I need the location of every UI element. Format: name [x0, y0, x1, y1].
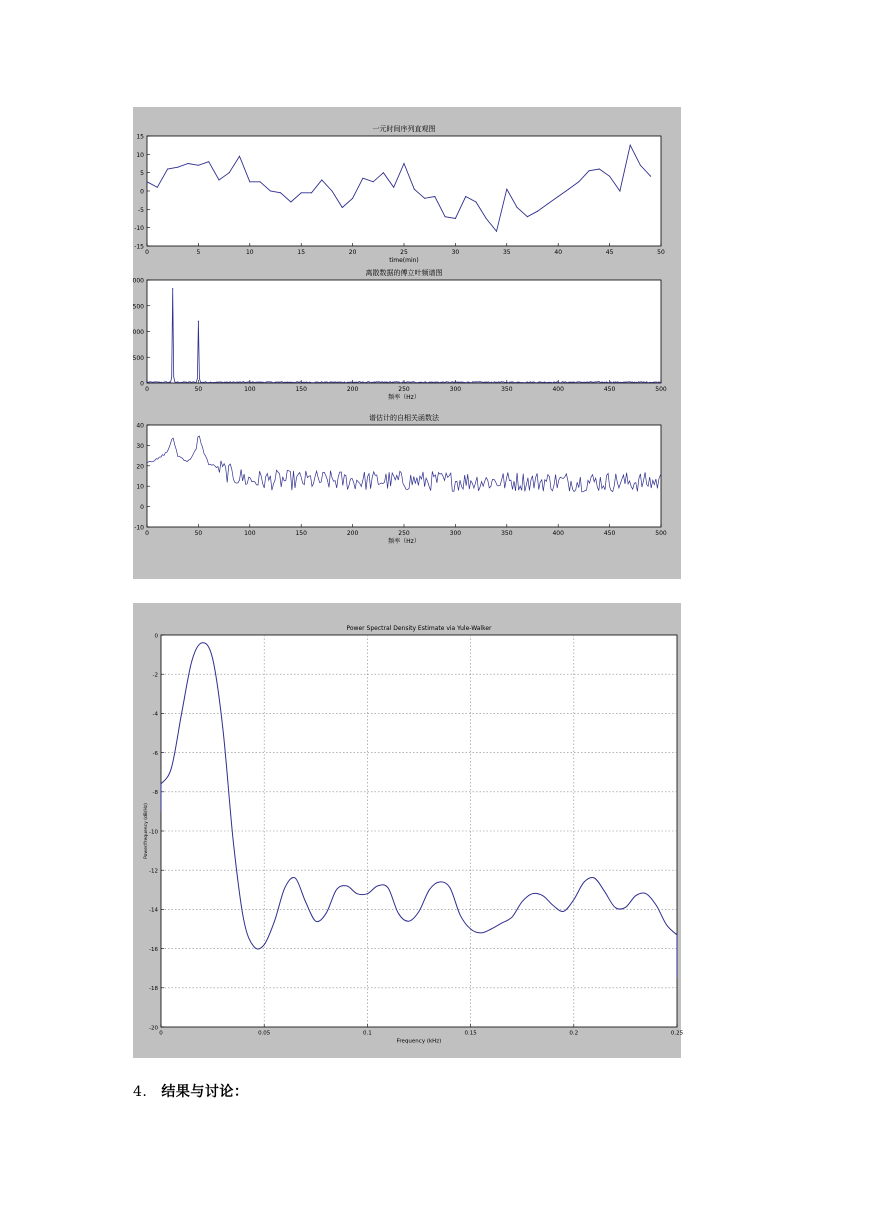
chart-title: 谱估计的自相关函数法: [369, 414, 439, 422]
data-point: [619, 191, 620, 192]
data-point: [609, 176, 610, 177]
y-tick-label: -14: [149, 907, 158, 914]
plot-area: [147, 425, 661, 527]
data-point: [630, 145, 631, 146]
data-point: [434, 196, 435, 197]
data-point: [311, 192, 312, 193]
x-tick-label: 25: [400, 249, 408, 256]
x-tick-label: 40: [554, 249, 563, 256]
x-tick-label: 250: [398, 530, 410, 537]
data-point: [167, 169, 168, 170]
spectrum-peak: [172, 288, 173, 289]
data-point: [260, 181, 261, 182]
y-tick-label: -18: [149, 986, 158, 993]
x-tick-label: 5: [196, 249, 201, 256]
y-tick-label: 500: [132, 354, 144, 362]
data-point: [177, 167, 178, 168]
data-point: [157, 187, 158, 188]
data-point: [229, 172, 230, 173]
data-point: [506, 189, 507, 190]
data-point: [290, 202, 291, 203]
chart-title: Power Spectral Density Estimate via Yule-Walker: [346, 625, 492, 632]
x-tick-label: 50: [194, 530, 203, 537]
y-tick-label: -8: [152, 790, 158, 797]
x-tick-label: 350: [501, 530, 513, 537]
y-tick-label: -10: [149, 829, 158, 836]
x-tick-label: 50: [657, 249, 665, 256]
data-point: [188, 163, 189, 164]
x-tick-label: 500: [655, 530, 667, 537]
x-tick-label: 450: [603, 530, 616, 537]
y-tick-label: -4: [152, 711, 158, 718]
x-tick-label: 0.1: [363, 1030, 372, 1037]
data-point: [301, 192, 302, 193]
y-tick-label: 0: [140, 380, 144, 388]
y-tick-label: -10: [134, 225, 144, 233]
y-tick-label: -6: [152, 750, 158, 757]
data-point: [404, 163, 405, 164]
x-tick-label: 45: [605, 249, 614, 256]
data-point: [547, 203, 548, 204]
x-tick-label: 0.15: [464, 1030, 477, 1037]
data-point: [362, 178, 363, 179]
x-tick-label: 10: [245, 249, 254, 256]
y-axis-label: Power/frequency (dB/Hz): [144, 803, 149, 859]
x-tick-label: 0: [145, 249, 149, 256]
x-tick-label: 0.05: [258, 1030, 271, 1037]
figure-yule-walker-psd: [133, 603, 684, 1058]
x-tick-label: 400: [552, 386, 564, 393]
data-point: [496, 231, 497, 232]
y-tick-label: 0: [154, 633, 158, 640]
data-point: [332, 191, 333, 192]
x-tick-label: 150: [295, 530, 307, 537]
data-point: [147, 181, 148, 182]
plot-area: [147, 280, 661, 383]
y-tick-label: 10: [136, 483, 144, 491]
y-tick-label: 15: [136, 133, 144, 141]
data-point: [342, 207, 343, 208]
data-point: [558, 196, 559, 197]
x-tick-label: 0: [159, 1030, 163, 1037]
x-tick-label: 300: [449, 386, 462, 393]
y-tick-label: -16: [149, 946, 158, 953]
data-point: [239, 156, 240, 157]
data-point: [321, 180, 322, 181]
data-point: [465, 196, 466, 197]
x-axis-label: 频率（Hz）: [388, 394, 420, 401]
x-tick-label: 30: [451, 249, 460, 256]
x-tick-label: 50: [194, 386, 203, 393]
data-point: [424, 198, 425, 199]
section-title: 结果与讨论：: [161, 1084, 249, 1100]
data-point: [414, 189, 415, 190]
data-point: [517, 207, 518, 208]
data-point: [352, 198, 353, 199]
x-tick-label: 0: [145, 530, 149, 537]
data-point: [270, 191, 271, 192]
x-tick-label: 20: [348, 249, 357, 256]
x-tick-label: 450: [603, 386, 616, 393]
data-point: [527, 216, 528, 217]
y-tick-label: 0: [140, 504, 144, 512]
y-tick-label: -20: [149, 1025, 158, 1032]
y-tick-label: 000: [132, 329, 144, 336]
spectrum-peak: [198, 321, 199, 322]
data-point: [537, 211, 538, 212]
data-point: [568, 189, 569, 190]
x-tick-label: 0.2: [569, 1030, 579, 1037]
y-tick-label: -5: [138, 206, 144, 214]
x-tick-label: 200: [346, 386, 359, 393]
data-point: [486, 218, 487, 219]
x-axis-label: time(min): [389, 257, 419, 264]
x-tick-label: 350: [501, 386, 513, 393]
figure-1-canvas: [133, 107, 681, 579]
x-tick-label: 250: [398, 386, 410, 393]
figure-time-series-and-spectra: [133, 107, 681, 579]
x-tick-label: 35: [502, 249, 511, 256]
y-tick-label: 5: [140, 170, 144, 178]
data-point: [219, 180, 220, 181]
x-tick-label: 500: [655, 386, 667, 393]
x-tick-label: 400: [552, 530, 564, 537]
x-axis-label: 频率（Hz）: [388, 538, 420, 545]
x-tick-label: 15: [297, 249, 306, 256]
x-tick-label: 150: [295, 386, 307, 393]
y-tick-label: -2: [152, 672, 158, 679]
y-tick-label: -12: [149, 868, 158, 875]
data-point: [280, 192, 281, 193]
data-point: [249, 181, 250, 182]
data-point: [650, 176, 651, 177]
data-point: [393, 187, 394, 188]
chart-title: 离散数据的傅立叶频谱图: [365, 269, 443, 277]
x-tick-label: 0.25: [670, 1030, 684, 1037]
data-point: [455, 218, 456, 219]
plot-area: [147, 136, 661, 246]
data-point: [383, 172, 384, 173]
data-point: [373, 181, 374, 182]
x-tick-label: 200: [346, 530, 359, 537]
y-tick-label: 0: [140, 188, 144, 196]
data-point: [589, 170, 590, 171]
y-tick-label: 000: [132, 277, 144, 285]
x-tick-label: 0: [145, 386, 149, 393]
data-point: [640, 165, 641, 166]
data-point: [599, 169, 600, 170]
y-tick-label: -15: [134, 243, 144, 251]
y-tick-label: -10: [134, 524, 144, 532]
data-point: [208, 161, 209, 162]
y-tick-label: 20: [136, 463, 144, 471]
x-axis-label: Frequency (kHz): [396, 1038, 442, 1045]
y-tick-label: 30: [136, 442, 144, 450]
y-tick-label: 10: [136, 151, 144, 159]
x-tick-label: 100: [244, 530, 256, 537]
y-tick-label: 40: [136, 422, 144, 430]
data-point: [445, 216, 446, 217]
figure-2-canvas: [133, 603, 684, 1058]
data-point: [198, 165, 199, 166]
section-number: 4.: [133, 1084, 148, 1100]
section-heading: [133, 1081, 248, 1101]
y-tick-label: 500: [132, 303, 144, 311]
data-point: [476, 202, 477, 203]
x-tick-label: 100: [244, 386, 256, 393]
data-point: [578, 181, 579, 182]
chart-title: 一元时间序列直观图: [372, 125, 436, 133]
x-tick-label: 300: [449, 530, 462, 537]
